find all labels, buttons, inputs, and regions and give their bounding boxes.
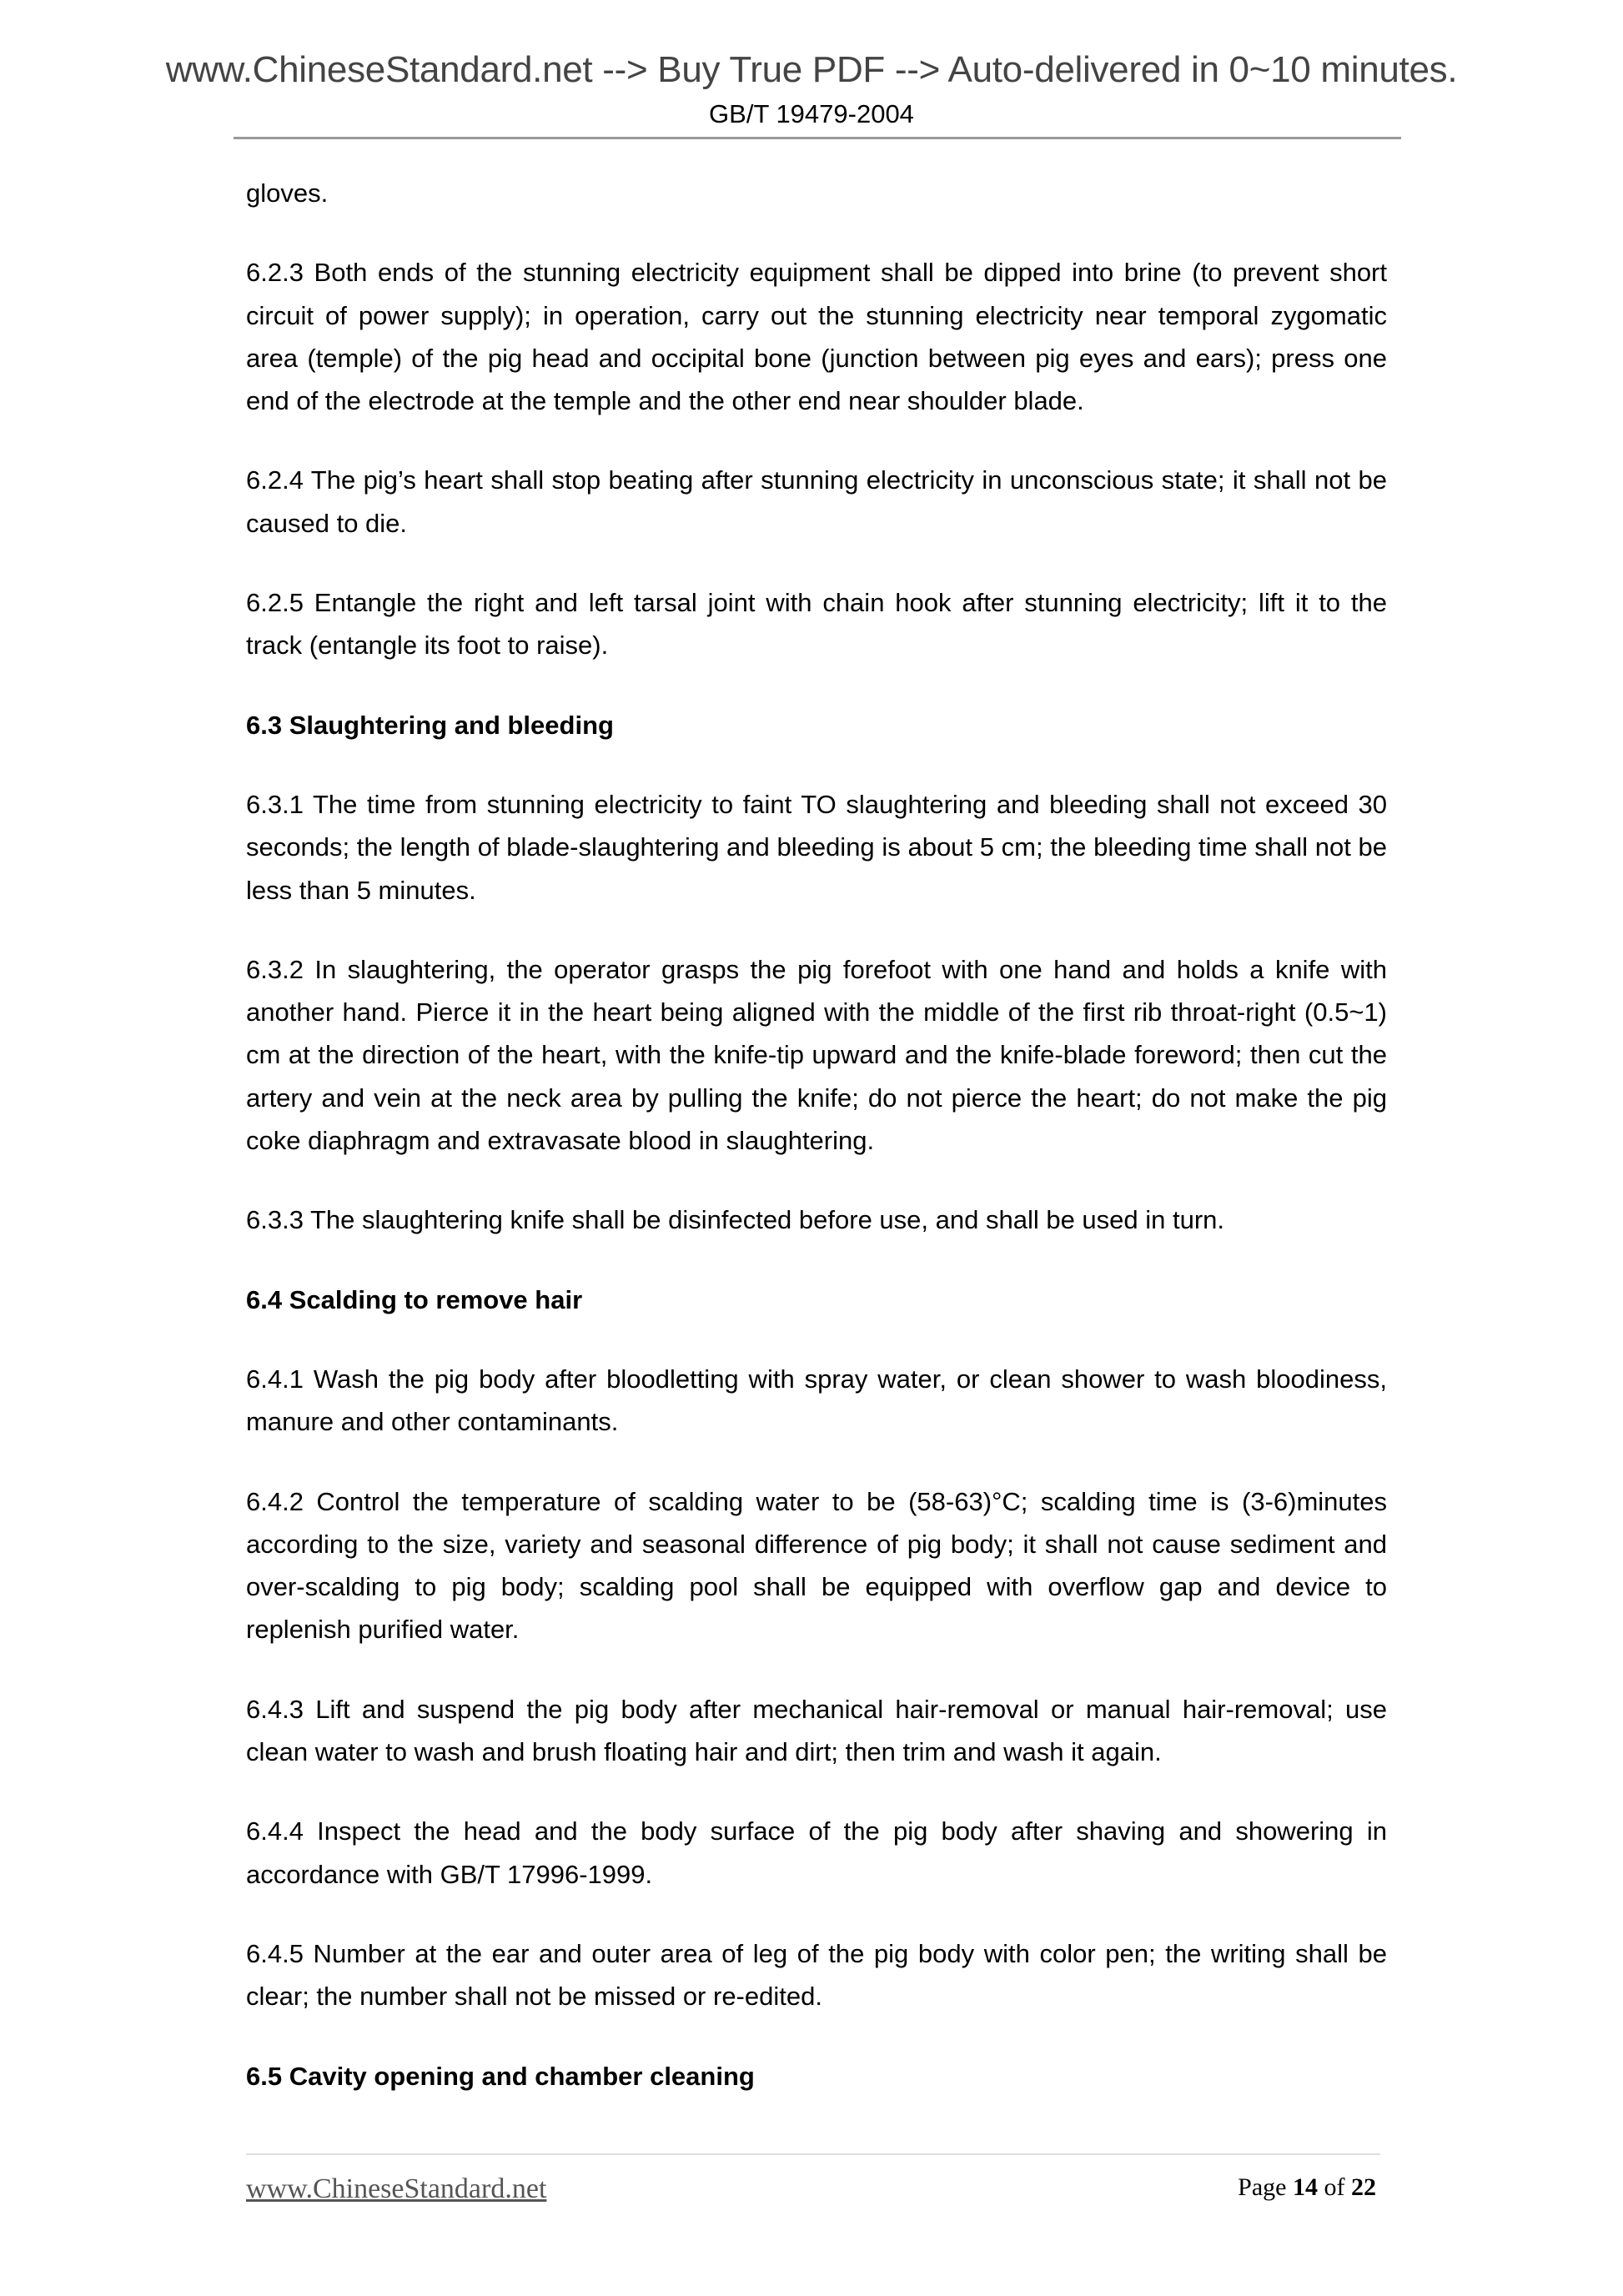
footer-divider xyxy=(246,2153,1380,2155)
section-heading-6-3: 6.3 Slaughtering and bleeding xyxy=(246,710,614,740)
page-current: 14 xyxy=(1293,2173,1318,2201)
page-word: Page xyxy=(1238,2173,1287,2201)
clause-6-2-4: 6.2.4 The pig’s heart shall stop beating after stunning electricity in unconscious state; it shall not be caused to die. xyxy=(246,465,1387,538)
page-indicator xyxy=(1238,2173,1376,2202)
clause-6-3-2: 6.3.2 In slaughtering, the operator grasps the pig forefoot with one hand and holds a knife with another hand. Pierce it in the heart being aligned with the middle of the first rib throat-right (0.5~1) cm at the direction of the heart, with the knife-tip upward and the knife-blade foreword; then cut the artery and vein at the neck area by pulling the knife; do not pierce the heart; do not make the pig coke diaphragm and extravasate blood in slaughtering. xyxy=(246,954,1387,1156)
header-divider xyxy=(234,137,1401,139)
document-body xyxy=(246,172,1387,2134)
paragraph: gloves. xyxy=(246,178,329,208)
clause-6-4-5: 6.4.5 Number at the ear and outer area of leg of the pig body with color pen; the writing shall be clear; the number shall not be missed or re-edited. xyxy=(246,1938,1387,2012)
clause-6-4-2: 6.4.2 Control the temperature of scalding water to be (58-63)°C; scalding time is (3-6)minutes according to the size, variety and seasonal difference of pig body; it shall not cause sediment and over-scalding to pig body; scalding pool shall be equipped with overflow gap and device to replenish purified water. xyxy=(246,1486,1387,1645)
footer-link[interactable]: www.ChineseStandard.net xyxy=(246,2173,547,2204)
clause-6-3-1: 6.3.1 The time from stunning electricity to faint TO slaughtering and bleeding shall not exceed 30 seconds; the length of blade-slaughtering and bleeding is about 5 cm; the bleeding time shall not be less than 5 minutes. xyxy=(246,789,1387,905)
page-total: 22 xyxy=(1351,2173,1376,2201)
clause-6-2-3: 6.2.3 Both ends of the stunning electricity equipment shall be dipped into brine (to prevent short circuit of power supply); in operation, carry out the stunning electricity near temporal zygomatic area (temple) of the pig head and occipital bone (junction between pig eyes and ears); press one end of the electrode at the temple and the other end near shoulder blade. xyxy=(246,258,1387,416)
standard-number: GB/T 19479-2004 xyxy=(709,99,914,128)
of-word: of xyxy=(1324,2173,1345,2201)
section-heading-6-4: 6.4 Scalding to remove hair xyxy=(246,1284,583,1314)
clause-6-2-5: 6.2.5 Entangle the right and left tarsal joint with chain hook after stunning electricity; lift it to the track (entangle its foot to raise). xyxy=(246,588,1387,661)
clause-6-3-3: 6.3.3 The slaughtering knife shall be disinfected before use, and shall be used in turn. xyxy=(246,1205,1225,1235)
clause-6-4-1: 6.4.1 Wash the pig body after bloodletting with spray water, or clean shower to wash bloodiness, manure and other contaminants. xyxy=(246,1364,1387,1437)
clause-6-4-4: 6.4.4 Inspect the head and the body surface of the pig body after shaving and showering in accordance with GB/T 17996-1999. xyxy=(246,1816,1387,1889)
header-banner-link[interactable]: www.ChineseStandard.net --> Buy True PDF --> Auto-delivered in 0~10 minutes. xyxy=(165,49,1458,90)
section-heading-6-5: 6.5 Cavity opening and chamber cleaning xyxy=(246,2061,755,2091)
clause-6-4-3: 6.4.3 Lift and suspend the pig body after mechanical hair-removal or manual hair-removal; use clean water to wash and brush floating hair and dirt; then trim and wash it again. xyxy=(246,1694,1387,1767)
